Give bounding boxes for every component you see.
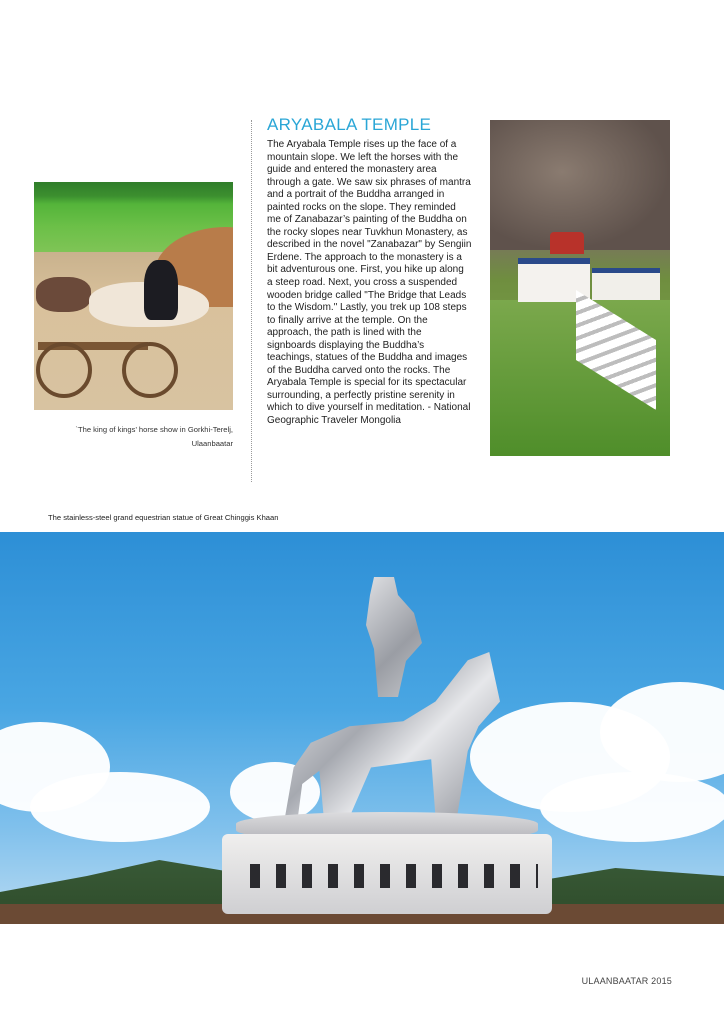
statue-base — [222, 834, 552, 914]
article-title: ARYABALA TEMPLE — [267, 115, 432, 134]
cart-wheel — [36, 342, 92, 398]
temple-photo — [490, 120, 670, 456]
statue-photo — [0, 532, 724, 924]
horse-show-caption-line2: Ulaanbaatar — [191, 439, 233, 448]
dotted-divider — [251, 120, 252, 482]
brown-horse — [36, 277, 91, 312]
article-body: The Aryabala Temple rises up the face of a mountain slope. We left the horses with the guide and entered the monastery area through a gate. We saw six phrases of mantra and a portrait of the Buddha arranged in painted rocks on the slope. They reminded me of Zanabazar’s painting of the Buddha on the rocky slopes near Tuvkhun Monastery, as described in the novel "Zanabazar" by Sengiin Erdene. The approach to the monastery is a bit adventurous one. First, you hike up along a steep road. Next, you cross a suspended wooden bridge called "The Bridge that Leads to the Wisdom." Lastly, you trek up 108 steps to finally arrive at the temple. On the approach, the path is lined with the signboards displaying the Buddha’s teachings, statues of the Buddha and images of the Buddha carved onto the rocks. The Aryabala Temple is special for its spectacular surrounding, a perfectly pristine serenity in which to dive yourself in meditation. - National Geographic Traveler Mongolia — [267, 139, 472, 427]
horse-show-photo — [34, 182, 233, 410]
cloud — [30, 772, 210, 842]
statue-caption: The stainless-steel grand equestrian statue of Great Chinggis Khaan — [48, 513, 279, 522]
temple-annex — [592, 268, 660, 300]
rider — [144, 260, 178, 320]
cart-wheel — [122, 342, 178, 398]
temple-roof — [550, 232, 584, 254]
rock-slope — [490, 120, 670, 250]
horse-show-caption-line1: `The king of kings’ horse show in Gorkhi-Terelj, — [75, 425, 233, 434]
base-windows — [238, 864, 538, 888]
statue-rider — [350, 577, 430, 697]
article — [267, 114, 472, 428]
footer-brand: ULAANBAATAR 2015 — [581, 976, 672, 986]
cloud — [540, 772, 724, 842]
horse-show-caption — [34, 423, 233, 451]
